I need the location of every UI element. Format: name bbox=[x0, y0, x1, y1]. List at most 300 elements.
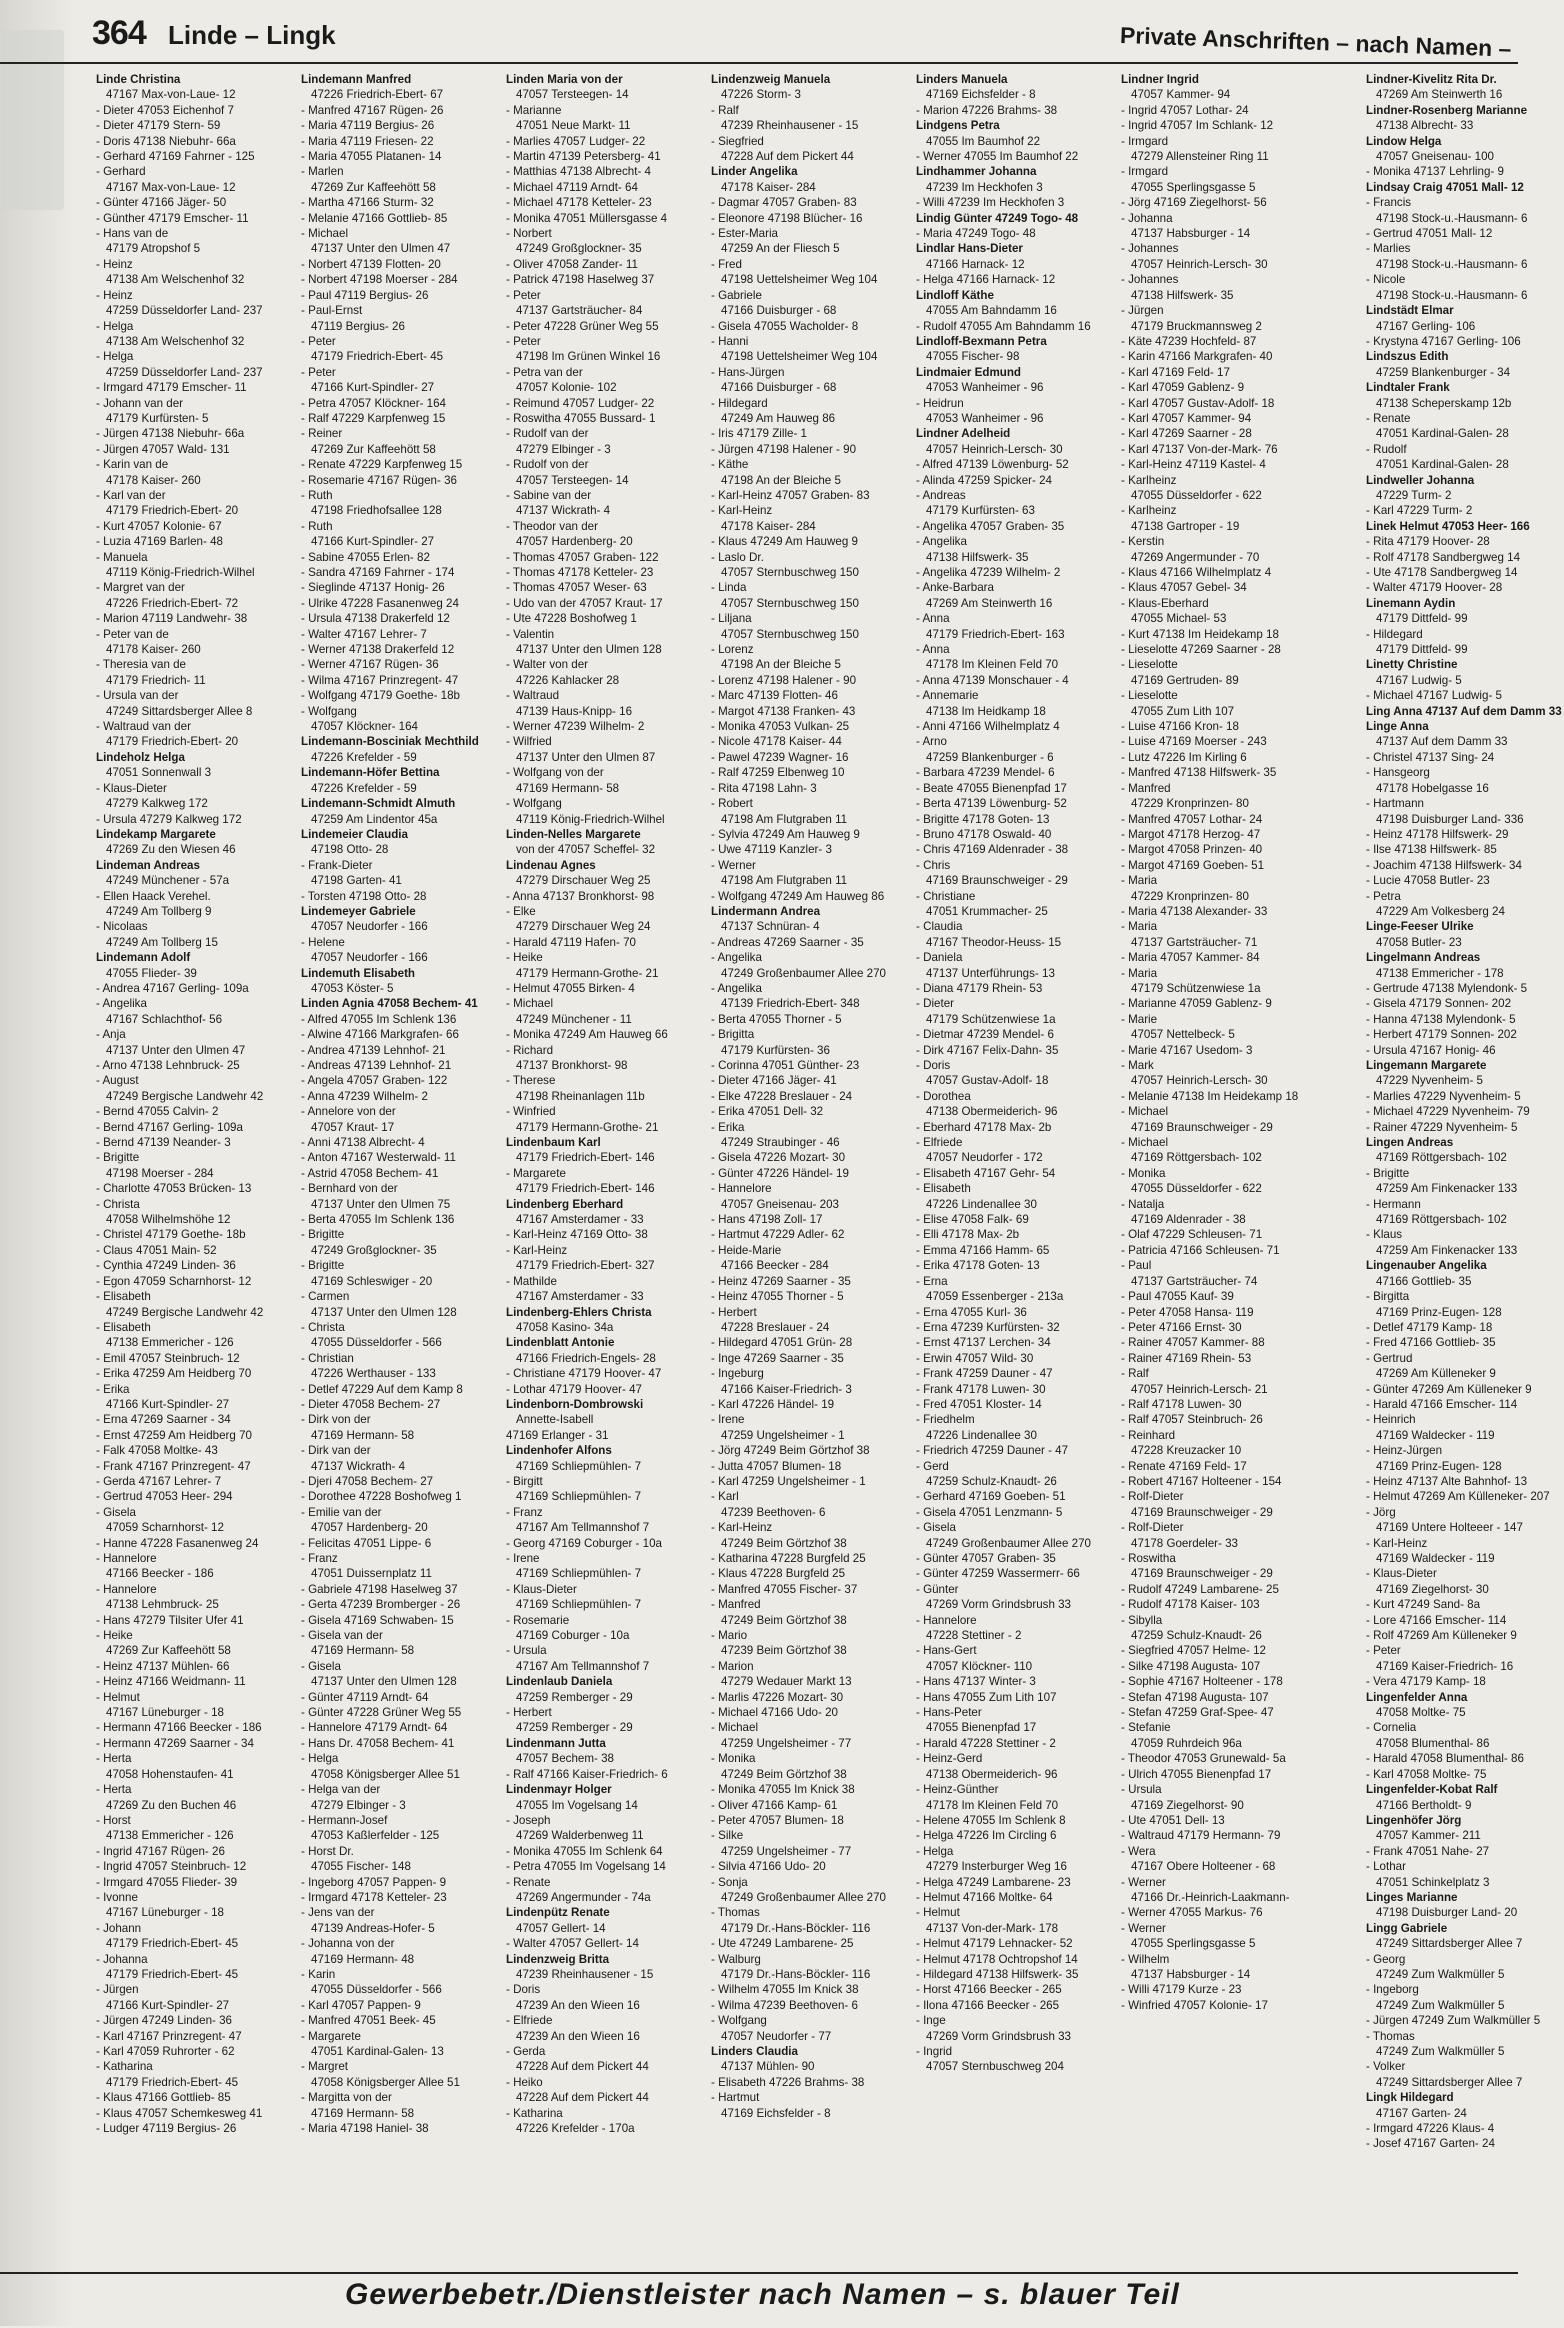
listing-entry bbox=[1366, 1351, 1564, 1382]
entry-name: - Sibylla bbox=[1121, 1613, 1163, 1627]
listing-entry bbox=[711, 426, 909, 441]
entry-name: - Heinz 47055 Thorner - 5 bbox=[711, 1290, 844, 1304]
listing-entry bbox=[1366, 2059, 1564, 2090]
listing-entry bbox=[711, 1597, 909, 1628]
listing-entry bbox=[916, 981, 1114, 996]
entry-address: 47138 Am Welschenhof 32 bbox=[106, 334, 245, 348]
listing-entry bbox=[711, 858, 909, 889]
listing-entry bbox=[1121, 72, 1319, 103]
listing-entry bbox=[711, 1104, 909, 1119]
listing-entry bbox=[916, 1043, 1114, 1058]
listing-entry bbox=[301, 611, 499, 626]
listing-entry bbox=[916, 1089, 1114, 1120]
listing-entry bbox=[96, 1150, 294, 1181]
entry-name: - Heiko bbox=[506, 2075, 543, 2089]
entry-name: - Nicole 47178 Kaiser- 44 bbox=[711, 735, 842, 749]
listing-entry bbox=[506, 365, 704, 396]
listing-entry bbox=[1121, 904, 1319, 919]
listing-entry bbox=[301, 1875, 499, 1890]
entry-name: - Frank-Dieter bbox=[301, 858, 373, 872]
entry-name: - Gisela 47051 Lenzmann- 5 bbox=[916, 1505, 1063, 1519]
entry-address: 47139 Andreas-Hofer- 5 bbox=[311, 1921, 435, 1935]
entry-address: 47119 Bergius- 26 bbox=[311, 319, 405, 333]
surname-heading: Linde Christina bbox=[96, 73, 181, 86]
listing-entry bbox=[301, 1150, 499, 1165]
surname-heading: Lindloff Käthe bbox=[916, 288, 994, 302]
listing-entry bbox=[1366, 1027, 1564, 1042]
entry-name: - Waltraud van der bbox=[96, 720, 191, 734]
listing-entry bbox=[1121, 627, 1319, 642]
listing-entry bbox=[1366, 996, 1564, 1011]
entry-name: - Rudolf 47055 Am Bahndamm 16 bbox=[916, 319, 1091, 333]
entry-name: - Alinda 47259 Spicker- 24 bbox=[916, 473, 1052, 487]
entry-name: - Klaus 47249 Am Hauweg 9 bbox=[711, 535, 858, 549]
entry-address: 47279 Allensteiner Ring 11 bbox=[1131, 150, 1269, 164]
entry-name: - Kerstin bbox=[1121, 535, 1165, 549]
entry-name: - Werner 47167 Rügen- 36 bbox=[301, 658, 439, 672]
entry-name: - Gisela bbox=[301, 1659, 341, 1673]
listing-entry bbox=[301, 303, 499, 334]
entry-address: 47055 Im Baumhof 22 bbox=[926, 134, 1041, 148]
entry-name: - Georg 47169 Coburger - 10a bbox=[506, 1536, 662, 1550]
entry-address: 47137 Auf dem Damm 33 bbox=[1376, 735, 1508, 749]
entry-name: - Andrea 47139 Lehnhof- 21 bbox=[301, 1043, 446, 1057]
entry-name: - Siegfried 47057 Helme- 12 bbox=[1121, 1644, 1267, 1658]
entry-name: - Dorothee 47228 Boshofweg 1 bbox=[301, 1490, 462, 1504]
listing-entry bbox=[506, 858, 704, 889]
entry-address: 47179 Kurfürsten- 36 bbox=[721, 1043, 830, 1057]
entry-name: - Jutta 47057 Blumen- 18 bbox=[711, 1459, 842, 1473]
entry-name: - Irene bbox=[711, 1413, 745, 1427]
entry-name: - Hermann 47269 Saarner - 34 bbox=[96, 1736, 254, 1750]
listing-entry bbox=[916, 673, 1114, 688]
entry-name: - Michael 47229 Nyvenheim- 79 bbox=[1366, 1105, 1530, 1119]
entry-name: - Hans van de bbox=[96, 227, 169, 241]
listing-entry bbox=[96, 164, 294, 195]
listing-entry bbox=[1366, 1089, 1564, 1104]
entry-name: - Maria 47119 Friesen- 22 bbox=[301, 134, 434, 148]
entry-address: 47166 Duisburger - 68 bbox=[721, 304, 837, 318]
entry-name: - Helene 47055 Im Schlenk 8 bbox=[916, 1813, 1066, 1827]
entry-address: 47249 Straubinger - 46 bbox=[721, 1136, 840, 1150]
listing-entry bbox=[711, 488, 909, 503]
entry-address: 47053 Köster- 5 bbox=[311, 981, 394, 995]
entry-address: 47169 Hermann- 58 bbox=[311, 1644, 415, 1658]
entry-address: 47169 Hermann- 58 bbox=[516, 781, 620, 795]
listing-entry bbox=[96, 1258, 294, 1273]
entry-name: - Monika 47053 Vulkan- 25 bbox=[711, 720, 850, 734]
entry-name: - Monika bbox=[711, 1752, 756, 1766]
entry-name: - Wera bbox=[1121, 1844, 1156, 1858]
listing-entry bbox=[711, 1936, 909, 1951]
surname-heading: Lindstädt Elmar bbox=[1366, 304, 1454, 318]
entry-address: 47198 Otto- 28 bbox=[311, 843, 389, 857]
surname-heading: Lindenblatt Antonie bbox=[506, 1336, 615, 1350]
entry-name: - Jörg 47249 Beim Görtzhof 38 bbox=[711, 1444, 870, 1458]
surname-heading: Lindemann-Bosciniak Mechthild bbox=[301, 735, 479, 749]
listing-entry bbox=[1121, 1135, 1319, 1166]
entry-name: - Rainer 47057 Kammer- 88 bbox=[1121, 1336, 1265, 1350]
entry-name: - Erna 47239 Kurfürsten- 32 bbox=[916, 1320, 1060, 1334]
entry-name: - Peter bbox=[301, 334, 336, 348]
entry-address: 47051 Schinkelplatz 3 bbox=[1376, 1875, 1490, 1889]
listing-entry bbox=[711, 457, 909, 488]
listing-entry bbox=[916, 1227, 1114, 1242]
entry-name: - Andreas bbox=[916, 488, 966, 502]
listing-entry bbox=[916, 1520, 1114, 1551]
listing-entry bbox=[916, 118, 1114, 149]
listing-entry bbox=[301, 1505, 499, 1536]
entry-name: - Herbert 47179 Sonnen- 202 bbox=[1366, 1028, 1517, 1042]
listing-entry bbox=[1121, 1921, 1319, 1952]
listing-entry bbox=[711, 1335, 909, 1350]
listing-entry bbox=[96, 134, 294, 149]
listing-entry bbox=[506, 889, 704, 904]
entry-name: - Peter van de bbox=[96, 627, 169, 641]
listing-entry bbox=[301, 1782, 499, 1813]
entry-address: 47226 Kahlacker 28 bbox=[516, 673, 620, 687]
entry-name: - Corinna 47051 Günther- 23 bbox=[711, 1059, 860, 1072]
listing-entry bbox=[506, 1043, 704, 1074]
listing-entry bbox=[301, 1844, 499, 1875]
entry-name: - Jörg 47169 Ziegelhorst- 56 bbox=[1121, 196, 1267, 210]
entry-address: 47137 Mühlen- 90 bbox=[721, 2060, 815, 2074]
listing-entry bbox=[916, 1274, 1114, 1305]
entry-name: - Bernd 47055 Calvin- 2 bbox=[96, 1105, 219, 1119]
listing-entry bbox=[1121, 596, 1319, 627]
listing-entry bbox=[1121, 1397, 1319, 1412]
entry-name: - Rainer 47169 Rhein- 53 bbox=[1121, 1351, 1252, 1365]
entry-name: - Elisabeth bbox=[96, 1290, 151, 1304]
entry-address: 47178 Hobelgasse 16 bbox=[1376, 781, 1489, 795]
entry-name: - Erna 47055 Kurl- 36 bbox=[916, 1305, 1027, 1319]
listing-entry bbox=[96, 858, 294, 889]
listing-entry bbox=[711, 642, 909, 673]
entry-address: 47249 Am Hauweg 86 bbox=[721, 411, 836, 425]
entry-name: - Karl 47226 Händel- 19 bbox=[711, 1397, 835, 1411]
entry-address: 47169 Schliepmühlen- 7 bbox=[516, 1567, 642, 1581]
entry-name: - Sieglinde 47137 Honig- 26 bbox=[301, 581, 445, 595]
listing-entry bbox=[301, 1166, 499, 1181]
entry-name: - Olaf 47229 Schleusen- 71 bbox=[1121, 1228, 1263, 1242]
entry-address: 47239 Im Heckhofen 3 bbox=[926, 180, 1043, 194]
listing-entry bbox=[711, 1489, 909, 1520]
surname-heading: Linetty Christine bbox=[1366, 658, 1458, 672]
entry-address: 47169 Prinz-Eugen- 128 bbox=[1376, 1305, 1502, 1319]
entry-name: - Ursula van der bbox=[96, 689, 179, 703]
entry-name: - Elisabeth bbox=[96, 1320, 151, 1334]
listing-entry bbox=[301, 272, 499, 287]
listing-entry bbox=[506, 1197, 704, 1228]
entry-name: - Norbert bbox=[506, 227, 552, 241]
entry-name: - Marlen bbox=[301, 165, 344, 179]
listing-entry bbox=[1366, 827, 1564, 842]
listing-entry bbox=[916, 211, 1114, 226]
entry-name: - Ursula 47279 Kalkweg 172 bbox=[96, 812, 242, 826]
entry-address: 47169 Schleswiger - 20 bbox=[311, 1274, 433, 1288]
listing-entry bbox=[1366, 627, 1564, 658]
entry-name: - Michael 47166 Udo- 20 bbox=[711, 1706, 838, 1720]
surname-heading: Linders Claudia bbox=[711, 2045, 798, 2058]
entry-name: - Paul 47055 Kauf- 39 bbox=[1121, 1290, 1234, 1304]
listing-entry bbox=[506, 1767, 704, 1782]
listing-entry bbox=[96, 1320, 294, 1351]
listing-entry bbox=[711, 1166, 909, 1181]
surname-heading: Lindenberg Eberhard bbox=[506, 1197, 624, 1211]
entry-address: 47279 Elbinger - 3 bbox=[311, 1798, 406, 1812]
entry-address: 47169 Braunschweiger - 29 bbox=[1131, 1505, 1273, 1519]
listing-entry bbox=[506, 1813, 704, 1844]
entry-name: - Hans 47137 Winter- 3 bbox=[916, 1675, 1036, 1689]
listing-entry bbox=[1121, 1751, 1319, 1766]
listing-entry bbox=[711, 750, 909, 765]
listing-entry bbox=[506, 411, 704, 426]
entry-address: 47279 Kalkweg 172 bbox=[106, 797, 208, 811]
entry-name: - Helga bbox=[301, 1752, 339, 1766]
listing-entry bbox=[1366, 1258, 1564, 1289]
entry-name: - Jürgen bbox=[1121, 304, 1164, 318]
listing-entry bbox=[506, 1551, 704, 1582]
listing-entry bbox=[916, 1166, 1114, 1181]
entry-name: - Hanni bbox=[711, 334, 749, 348]
entry-name: - Fred bbox=[711, 257, 742, 271]
entry-name: - Lorenz bbox=[711, 643, 754, 657]
entry-name: - Paul 47119 Bergius- 26 bbox=[301, 288, 429, 302]
entry-address: 47249 Zum Walkmüller 5 bbox=[1376, 1967, 1505, 1981]
entry-name: - Rudolf bbox=[1366, 442, 1407, 456]
entry-name: - Irmgard bbox=[1121, 134, 1169, 148]
entry-name: - Johanna bbox=[96, 1952, 148, 1966]
listing-entry bbox=[301, 1597, 499, 1612]
listing-entry bbox=[506, 519, 704, 550]
listing-entry bbox=[916, 1027, 1114, 1042]
entry-name: - Käte 47239 Hochfeld- 87 bbox=[1121, 334, 1257, 348]
entry-address: 47226 Krefelder - 59 bbox=[311, 781, 417, 795]
entry-name: - Elisabeth 47226 Brahms- 38 bbox=[711, 2075, 865, 2089]
listing-column bbox=[711, 72, 909, 2257]
listing-entry bbox=[1366, 657, 1564, 688]
listing-entry bbox=[1366, 1782, 1564, 1813]
listing-entry bbox=[96, 781, 294, 812]
entry-name: - Peter bbox=[506, 334, 541, 348]
surname-heading: Lindmaier Edmund bbox=[916, 365, 1021, 379]
listing-entry bbox=[916, 734, 1114, 765]
listing-entry bbox=[506, 288, 704, 319]
listing-entry bbox=[96, 149, 294, 164]
entry-name: - Angelika bbox=[96, 997, 147, 1011]
entry-name: - Elfriede bbox=[916, 1136, 963, 1150]
entry-name: - Martin 47139 Petersberg- 41 bbox=[506, 150, 661, 164]
listing-entry bbox=[1121, 1782, 1319, 1813]
entry-address: 47259 Remberger - 29 bbox=[516, 1690, 633, 1704]
entry-address: 47137 Unter den Ulmen 128 bbox=[311, 1675, 457, 1689]
listing-entry bbox=[711, 211, 909, 226]
listing-entry bbox=[96, 1058, 294, 1073]
entry-address: 47169 Ziegelhorst- 90 bbox=[1131, 1798, 1244, 1812]
listing-entry bbox=[916, 1382, 1114, 1397]
listing-entry bbox=[96, 488, 294, 519]
entry-name: - Karin 47166 Markgrafen- 40 bbox=[1121, 350, 1273, 364]
entry-address: 47057 Bechem- 38 bbox=[516, 1752, 614, 1766]
entry-name: - Rudolf von der bbox=[506, 458, 589, 472]
entry-name: - Peter 47058 Hansa- 119 bbox=[1121, 1305, 1254, 1319]
listing-entry bbox=[506, 904, 704, 935]
entry-address: 47138 Hilfswerk- 35 bbox=[926, 550, 1029, 564]
entry-name: - Silvia 47166 Udo- 20 bbox=[711, 1860, 826, 1874]
listing-entry bbox=[916, 1212, 1114, 1227]
entry-address: 47139 Friedrich-Ebert- 348 bbox=[721, 997, 860, 1011]
listing-entry bbox=[916, 858, 1114, 889]
entry-name: - Hartmut bbox=[711, 2091, 760, 2105]
listing-entry bbox=[1366, 1320, 1564, 1335]
entry-name: - Karl 47167 Prinzregent- 47 bbox=[96, 2029, 242, 2043]
entry-address: 47259 Düsseldorfer Land- 237 bbox=[106, 365, 263, 379]
listing-entry bbox=[1366, 1859, 1564, 1890]
listing-entry bbox=[301, 2029, 499, 2060]
listing-entry bbox=[1366, 1474, 1564, 1489]
entry-name: - Andrea 47167 Gerling- 109a bbox=[96, 981, 249, 995]
entry-name: - Karl van der bbox=[96, 488, 166, 502]
entry-address: 47178 Im Kleinen Feld 70 bbox=[926, 658, 1059, 672]
entry-name: - Martha 47166 Sturm- 32 bbox=[301, 196, 434, 210]
entry-name: - Eberhard 47178 Max- 2b bbox=[916, 1120, 1052, 1134]
entry-name: - Käthe bbox=[711, 458, 749, 472]
surname-heading: Lindenlaub Daniela bbox=[506, 1675, 613, 1689]
entry-name: - Manfred 47055 Fischer- 37 bbox=[711, 1582, 858, 1596]
entry-address: 47166 Beecker - 186 bbox=[106, 1567, 214, 1581]
entry-name: - Barbara 47239 Mendel- 6 bbox=[916, 766, 1055, 780]
listing-entry bbox=[1121, 195, 1319, 210]
listing-entry bbox=[1366, 1382, 1564, 1397]
listing-entry bbox=[301, 889, 499, 904]
listing-entry bbox=[1121, 1197, 1319, 1228]
entry-name: - Andreas 47269 Saarner - 35 bbox=[711, 935, 864, 949]
entry-name: - Jürgen bbox=[96, 1983, 139, 1997]
listing-entry bbox=[301, 1043, 499, 1058]
entry-name: - Angelika bbox=[711, 951, 762, 965]
listing-entry bbox=[1366, 719, 1564, 750]
entry-name: - Elli 47178 Max- 2b bbox=[916, 1228, 1020, 1242]
entry-name: - Uwe 47119 Kanzler- 3 bbox=[711, 843, 832, 857]
entry-name: - Marc 47139 Flotten- 46 bbox=[711, 689, 838, 703]
listing-entry bbox=[96, 2059, 294, 2090]
entry-name: - Margret van der bbox=[96, 581, 185, 595]
listing-column bbox=[1121, 72, 1319, 2257]
listing-entry bbox=[1366, 688, 1564, 703]
entry-name: - Günter 47119 Arndt- 64 bbox=[301, 1690, 429, 1704]
entry-name: - Ludger 47119 Bergius- 26 bbox=[96, 2122, 237, 2136]
listing-entry bbox=[301, 1073, 499, 1088]
entry-name: - Gertrud 47053 Heer- 294 bbox=[96, 1490, 233, 1504]
entry-name: - Maria 47138 Alexander- 33 bbox=[1121, 904, 1268, 918]
listing-entry bbox=[506, 1397, 704, 1428]
listing-entry bbox=[506, 1274, 704, 1305]
entry-address: 47057 Neudorfer - 166 bbox=[311, 920, 428, 934]
listing-entry bbox=[96, 1859, 294, 1874]
surname-heading: Lindner Adelheid bbox=[916, 427, 1011, 441]
entry-name: - Margot 47178 Herzog- 47 bbox=[1121, 827, 1261, 841]
entry-name: - Rudolf 47178 Kaiser- 103 bbox=[1121, 1598, 1260, 1612]
listing-entry bbox=[1366, 1197, 1564, 1228]
listing-entry bbox=[1121, 473, 1319, 504]
entry-name: - Theresia van de bbox=[96, 658, 187, 672]
listing-entry bbox=[711, 1243, 909, 1274]
entry-address: 47167 Ludwig- 5 bbox=[1376, 673, 1462, 687]
entry-address: 47169 Waldecker - 119 bbox=[1376, 1428, 1495, 1442]
entry-name: - Thomas 47178 Ketteler- 23 bbox=[506, 566, 654, 579]
listing-entry bbox=[916, 1690, 1114, 1705]
entry-address: 47179 Friedrich-Ebert- 163 bbox=[926, 627, 1065, 641]
listing-entry bbox=[301, 704, 499, 735]
listing-entry bbox=[1366, 195, 1564, 226]
entry-name: - Karl-Heinz bbox=[1366, 1536, 1428, 1550]
entry-name: - Helga bbox=[96, 319, 134, 333]
listing-entry bbox=[916, 827, 1114, 842]
entry-name: - Nicole bbox=[1366, 273, 1406, 287]
entry-address: 47249 Bergische Landwehr 42 bbox=[106, 1305, 264, 1319]
entry-address: 47259 Blankenburger - 34 bbox=[1376, 365, 1511, 379]
listing-entry bbox=[96, 103, 294, 118]
entry-address: 47228 Breslauer - 24 bbox=[721, 1320, 830, 1334]
listing-entry bbox=[96, 1197, 294, 1228]
entry-address: 47198 Uettelsheimer Weg 104 bbox=[721, 273, 878, 287]
entry-address: 47167 Gerling- 106 bbox=[1376, 319, 1476, 333]
listing-entry bbox=[711, 103, 909, 134]
entry-address: 47226 Krefelder - 59 bbox=[311, 750, 417, 764]
listing-entry bbox=[916, 519, 1114, 534]
entry-name: - Ernst 47259 Am Heidberg 70 bbox=[96, 1428, 252, 1442]
entry-address: 47138 Hilfswerk- 35 bbox=[1131, 288, 1234, 302]
entry-address: 47051 Duissernplatz 11 bbox=[311, 1567, 432, 1581]
entry-name: - Brigitta bbox=[711, 1028, 755, 1042]
entry-name: - Hildegard bbox=[711, 396, 768, 410]
entry-name: - Ralf 47057 Steinbruch- 26 bbox=[1121, 1413, 1263, 1427]
listing-entry bbox=[711, 1150, 909, 1165]
entry-name: - Hannelore 47179 Arndt- 64 bbox=[301, 1721, 448, 1735]
entry-address: 47053 Wanheimer - 96 bbox=[926, 381, 1044, 395]
entry-name: - Margarete bbox=[301, 2029, 361, 2043]
entry-name: - Anna 47239 Wilhelm- 2 bbox=[301, 1089, 428, 1103]
listing-entry bbox=[301, 966, 499, 997]
entry-name: - Peter 47228 Grüner Weg 55 bbox=[506, 319, 659, 333]
entry-address: 47249 Beim Görtzhof 38 bbox=[721, 1536, 847, 1550]
entry-name: - Oliver 47058 Zander- 11 bbox=[506, 257, 638, 271]
surname-heading: Lindgens Petra bbox=[916, 119, 1000, 133]
entry-name: - Wolfgang bbox=[506, 797, 562, 811]
entry-address: 47137 Unter den Ulmen 75 bbox=[311, 1197, 451, 1211]
entry-address: 47053 Wanheimer - 96 bbox=[926, 411, 1044, 425]
listing-entry bbox=[506, 1936, 704, 1951]
listing-entry bbox=[1366, 226, 1564, 241]
entry-name: - Maria 47119 Bergius- 26 bbox=[301, 119, 435, 133]
entry-address: 47166 Harnack- 12 bbox=[926, 257, 1025, 271]
listing-entry bbox=[301, 580, 499, 595]
entry-name: - Harald 47228 Stettiner - 2 bbox=[916, 1736, 1056, 1750]
entry-address: 47178 Kaiser- 284 bbox=[721, 519, 816, 533]
entry-name: - Gisela 47179 Sonnen- 202 bbox=[1366, 997, 1512, 1011]
entry-name: - Monika bbox=[1121, 1166, 1166, 1180]
entry-name: - Johanna von der bbox=[301, 1937, 395, 1951]
entry-address: 47169 Schliepmühlen- 7 bbox=[516, 1459, 642, 1473]
listing-entry bbox=[1366, 565, 1564, 580]
listing-entry bbox=[1121, 657, 1319, 688]
listing-entry bbox=[916, 1305, 1114, 1320]
entry-name: - Ingeborg bbox=[1366, 1983, 1419, 1997]
entry-address: 47169 Hermann- 58 bbox=[311, 1428, 415, 1442]
listing-entry bbox=[1366, 1690, 1564, 1721]
entry-address: 47179 Friedrich-Ebert- 20 bbox=[106, 504, 239, 518]
entry-name: - Gertrud 47051 Mall- 12 bbox=[1366, 227, 1493, 241]
